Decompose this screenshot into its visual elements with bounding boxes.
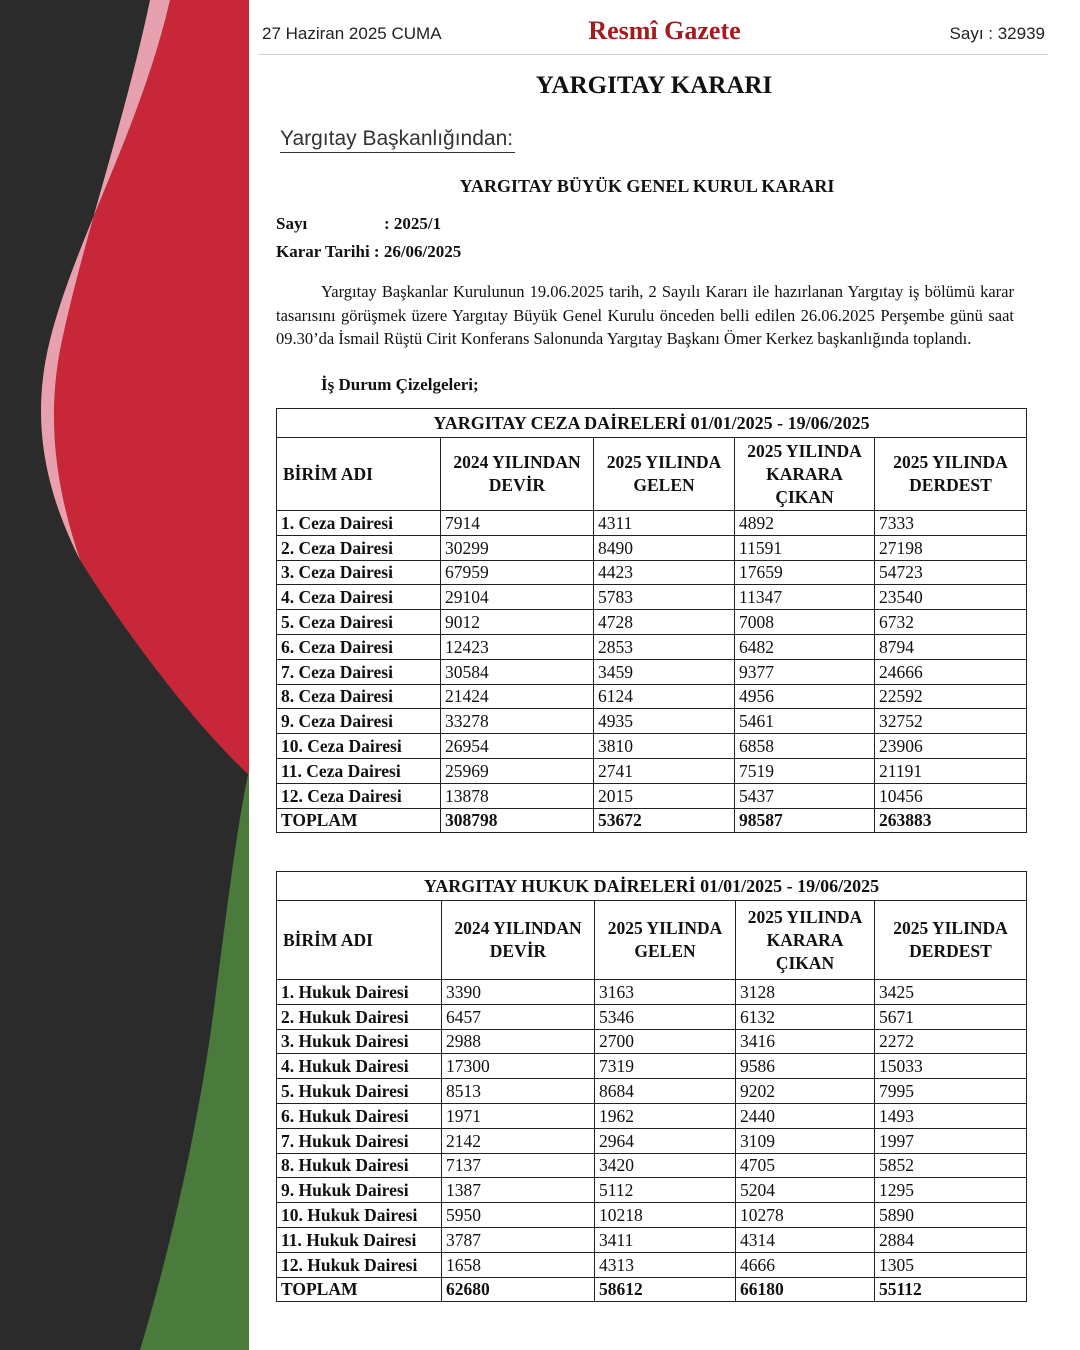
value-cell: 53672 xyxy=(594,808,735,833)
value-cell: 1387 xyxy=(442,1178,595,1203)
value-cell: 7914 xyxy=(441,511,594,536)
value-cell: 1305 xyxy=(875,1252,1027,1277)
value-cell: 25969 xyxy=(441,758,594,783)
value-cell: 24666 xyxy=(875,659,1027,684)
value-cell: 6132 xyxy=(736,1004,875,1029)
value-cell: 3810 xyxy=(594,734,735,759)
decision-number xyxy=(276,214,441,234)
unit-name-cell: 10. Ceza Dairesi xyxy=(277,734,441,759)
page-title: YARGITAY KARARI xyxy=(535,72,773,99)
value-cell: 10278 xyxy=(736,1203,875,1228)
column-header: 2025 YILINDA KARARA ÇIKAN xyxy=(736,901,875,980)
value-cell: 5461 xyxy=(735,709,875,734)
decision-date: Karar Tarihi : 26/06/2025 xyxy=(276,242,462,261)
value-cell: 5437 xyxy=(735,783,875,808)
table-row xyxy=(277,1029,1027,1054)
value-cell: 3411 xyxy=(595,1227,736,1252)
table-row xyxy=(277,1128,1027,1153)
unit-name-cell: 4. Ceza Dairesi xyxy=(277,585,441,610)
value-cell: 15033 xyxy=(875,1054,1027,1079)
table-row xyxy=(277,1054,1027,1079)
value-cell: 2853 xyxy=(594,634,735,659)
value-cell: 30299 xyxy=(441,535,594,560)
table-row xyxy=(277,734,1027,759)
table-row xyxy=(277,1203,1027,1228)
unit-name-cell: 9. Hukuk Dairesi xyxy=(277,1178,442,1203)
value-cell: 9202 xyxy=(736,1079,875,1104)
value-cell: 1658 xyxy=(442,1252,595,1277)
value-cell: 98587 xyxy=(735,808,875,833)
value-cell: 2142 xyxy=(442,1128,595,1153)
value-cell: 23540 xyxy=(875,585,1027,610)
table-body xyxy=(277,980,1027,1302)
value-cell: 4313 xyxy=(595,1252,736,1277)
column-header: 2024 YILINDAN DEVİR xyxy=(441,438,594,511)
table-row xyxy=(277,1178,1027,1203)
value-cell: 23906 xyxy=(875,734,1027,759)
value-cell: 6858 xyxy=(735,734,875,759)
value-cell: 30584 xyxy=(441,659,594,684)
table-row xyxy=(277,1004,1027,1029)
total-row xyxy=(277,808,1027,833)
issue-number: Sayı : 32939 xyxy=(949,24,1045,43)
total-row xyxy=(277,1277,1027,1302)
value-cell: 2700 xyxy=(595,1029,736,1054)
value-cell: 17659 xyxy=(735,560,875,585)
gazette-header xyxy=(249,0,1080,56)
value-cell: 32752 xyxy=(875,709,1027,734)
value-cell: 10456 xyxy=(875,783,1027,808)
value-cell: 3109 xyxy=(736,1128,875,1153)
value-cell: 308798 xyxy=(441,808,594,833)
table-row xyxy=(277,1252,1027,1277)
criminal-chambers-table xyxy=(276,408,1027,833)
value-cell: 4314 xyxy=(736,1227,875,1252)
unit-name-cell: TOPLAM xyxy=(277,808,441,833)
table-row xyxy=(277,511,1027,536)
column-header: 2024 YILINDAN DEVİR xyxy=(442,901,595,980)
issue-date: 27 Haziran 2025 CUMA xyxy=(262,24,442,43)
value-cell: 5671 xyxy=(875,1004,1027,1029)
value-cell: 4935 xyxy=(594,709,735,734)
value-cell: 7008 xyxy=(735,610,875,635)
value-cell: 1962 xyxy=(595,1103,736,1128)
unit-name-cell: 7. Ceza Dairesi xyxy=(277,659,441,684)
column-header: BİRİM ADI xyxy=(277,901,442,980)
value-cell: 21191 xyxy=(875,758,1027,783)
issuing-office: Yargıtay Başkanlığından: xyxy=(280,126,515,153)
value-cell: 3459 xyxy=(594,659,735,684)
table-row xyxy=(277,684,1027,709)
unit-name-cell: 5. Ceza Dairesi xyxy=(277,610,441,635)
unit-name-cell: 1. Hukuk Dairesi xyxy=(277,980,442,1005)
table-row xyxy=(277,1227,1027,1252)
table-row xyxy=(277,535,1027,560)
value-cell: 10218 xyxy=(595,1203,736,1228)
value-cell: 2272 xyxy=(875,1029,1027,1054)
value-cell: 3128 xyxy=(736,980,875,1005)
unit-name-cell: 2. Hukuk Dairesi xyxy=(277,1004,442,1029)
value-cell: 4666 xyxy=(736,1252,875,1277)
value-cell: 5204 xyxy=(736,1178,875,1203)
value-cell: 3425 xyxy=(875,980,1027,1005)
value-cell: 5950 xyxy=(442,1203,595,1228)
value-cell: 21424 xyxy=(441,684,594,709)
table-row xyxy=(277,980,1027,1005)
unit-name-cell: 4. Hukuk Dairesi xyxy=(277,1054,442,1079)
value-cell: 4423 xyxy=(594,560,735,585)
value-cell: 4892 xyxy=(735,511,875,536)
value-cell: 13878 xyxy=(441,783,594,808)
value-cell: 4705 xyxy=(736,1153,875,1178)
table-row xyxy=(277,758,1027,783)
value-cell: 9377 xyxy=(735,659,875,684)
value-cell: 55112 xyxy=(875,1277,1027,1302)
value-cell: 17300 xyxy=(442,1054,595,1079)
value-cell: 1493 xyxy=(875,1103,1027,1128)
table-row xyxy=(277,783,1027,808)
table-row xyxy=(277,1153,1027,1178)
value-cell: 58612 xyxy=(595,1277,736,1302)
table-row xyxy=(277,560,1027,585)
value-cell: 5852 xyxy=(875,1153,1027,1178)
column-header: 2025 YILINDA KARARA ÇIKAN xyxy=(735,438,875,511)
unit-name-cell: 6. Hukuk Dairesi xyxy=(277,1103,442,1128)
unit-name-cell: 11. Ceza Dairesi xyxy=(277,758,441,783)
value-cell: 67959 xyxy=(441,560,594,585)
work-status-heading: İş Durum Çizelgeleri; xyxy=(321,375,479,394)
table-row xyxy=(277,585,1027,610)
unit-name-cell: 7. Hukuk Dairesi xyxy=(277,1128,442,1153)
column-header: 2025 YILINDA DERDEST xyxy=(875,901,1027,980)
value-cell: 2884 xyxy=(875,1227,1027,1252)
value-cell: 7995 xyxy=(875,1079,1027,1104)
unit-name-cell: 3. Ceza Dairesi xyxy=(277,560,441,585)
decision-number-label: Sayı xyxy=(276,214,308,233)
value-cell: 9012 xyxy=(441,610,594,635)
decision-number-value: : 2025/1 xyxy=(384,214,442,233)
table-caption: YARGITAY CEZA DAİRELERİ 01/01/2025 - 19/06/2025 xyxy=(277,409,1027,438)
table-row xyxy=(277,709,1027,734)
value-cell: 6124 xyxy=(594,684,735,709)
value-cell: 8490 xyxy=(594,535,735,560)
value-cell: 7137 xyxy=(442,1153,595,1178)
value-cell: 263883 xyxy=(875,808,1027,833)
unit-name-cell: TOPLAM xyxy=(277,1277,442,1302)
value-cell: 1997 xyxy=(875,1128,1027,1153)
table-row xyxy=(277,610,1027,635)
table-row xyxy=(277,1103,1027,1128)
value-cell: 27198 xyxy=(875,535,1027,560)
value-cell: 8794 xyxy=(875,634,1027,659)
unit-name-cell: 2. Ceza Dairesi xyxy=(277,535,441,560)
value-cell: 12423 xyxy=(441,634,594,659)
column-header: BİRİM ADI xyxy=(277,438,441,511)
value-cell: 4956 xyxy=(735,684,875,709)
table-row xyxy=(277,659,1027,684)
unit-name-cell: 12. Ceza Dairesi xyxy=(277,783,441,808)
header-divider xyxy=(259,54,1048,55)
gazette-page xyxy=(249,0,1080,1350)
value-cell: 2440 xyxy=(736,1103,875,1128)
value-cell: 2988 xyxy=(442,1029,595,1054)
value-cell: 29104 xyxy=(441,585,594,610)
value-cell: 4728 xyxy=(594,610,735,635)
value-cell: 62680 xyxy=(442,1277,595,1302)
unit-name-cell: 9. Ceza Dairesi xyxy=(277,709,441,734)
value-cell: 2964 xyxy=(595,1128,736,1153)
column-header: 2025 YILINDA GELEN xyxy=(594,438,735,511)
value-cell: 11591 xyxy=(735,535,875,560)
value-cell: 4311 xyxy=(594,511,735,536)
value-cell: 7333 xyxy=(875,511,1027,536)
value-cell: 5890 xyxy=(875,1203,1027,1228)
unit-name-cell: 10. Hukuk Dairesi xyxy=(277,1203,442,1228)
value-cell: 22592 xyxy=(875,684,1027,709)
unit-name-cell: 1. Ceza Dairesi xyxy=(277,511,441,536)
unit-name-cell: 8. Hukuk Dairesi xyxy=(277,1153,442,1178)
value-cell: 5112 xyxy=(595,1178,736,1203)
value-cell: 3416 xyxy=(736,1029,875,1054)
value-cell: 2015 xyxy=(594,783,735,808)
value-cell: 5783 xyxy=(594,585,735,610)
table-row xyxy=(277,1079,1027,1104)
column-header: 2025 YILINDA GELEN xyxy=(595,901,736,980)
value-cell: 7519 xyxy=(735,758,875,783)
value-cell: 9586 xyxy=(736,1054,875,1079)
value-cell: 1295 xyxy=(875,1178,1027,1203)
unit-name-cell: 11. Hukuk Dairesi xyxy=(277,1227,442,1252)
table-caption: YARGITAY HUKUK DAİRELERİ 01/01/2025 - 19/06/2025 xyxy=(277,872,1027,901)
unit-name-cell: 8. Ceza Dairesi xyxy=(277,684,441,709)
value-cell: 33278 xyxy=(441,709,594,734)
value-cell: 3787 xyxy=(442,1227,595,1252)
unit-name-cell: 3. Hukuk Dairesi xyxy=(277,1029,442,1054)
civil-chambers-table xyxy=(276,871,1027,1302)
column-header: 2025 YILINDA DERDEST xyxy=(875,438,1027,511)
value-cell: 11347 xyxy=(735,585,875,610)
value-cell: 54723 xyxy=(875,560,1027,585)
decision-paragraph: Yargıtay Başkanlar Kurulunun 19.06.2025 tarih, 2 Sayılı Kararı ile hazırlanan Yargıtay iş bölümü karar tasarısını görüşmek üzere Yargıtay Büyük Genel Kurulu önceden belli edilen 26.06.2025 Perşembe günü saat 09.30’da İsmail Rüştü Cirit Konferans Salonunda Yargıtay Başkanı Ömer Kerkez başkanlığında toplandı. xyxy=(276,282,1014,348)
value-cell: 5346 xyxy=(595,1004,736,1029)
unit-name-cell: 6. Ceza Dairesi xyxy=(277,634,441,659)
value-cell: 8513 xyxy=(442,1079,595,1104)
table-row xyxy=(277,634,1027,659)
gazette-name: Resmî Gazete xyxy=(588,16,741,45)
value-cell: 7319 xyxy=(595,1054,736,1079)
value-cell: 66180 xyxy=(736,1277,875,1302)
unit-name-cell: 12. Hukuk Dairesi xyxy=(277,1252,442,1277)
value-cell: 6732 xyxy=(875,610,1027,635)
unit-name-cell: 5. Hukuk Dairesi xyxy=(277,1079,442,1104)
value-cell: 2741 xyxy=(594,758,735,783)
value-cell: 3420 xyxy=(595,1153,736,1178)
value-cell: 6457 xyxy=(442,1004,595,1029)
table-body xyxy=(277,511,1027,833)
value-cell: 3390 xyxy=(442,980,595,1005)
value-cell: 26954 xyxy=(441,734,594,759)
value-cell: 3163 xyxy=(595,980,736,1005)
value-cell: 1971 xyxy=(442,1103,595,1128)
value-cell: 8684 xyxy=(595,1079,736,1104)
decision-title: YARGITAY BÜYÜK GENEL KURUL KARARI xyxy=(459,176,835,196)
value-cell: 6482 xyxy=(735,634,875,659)
